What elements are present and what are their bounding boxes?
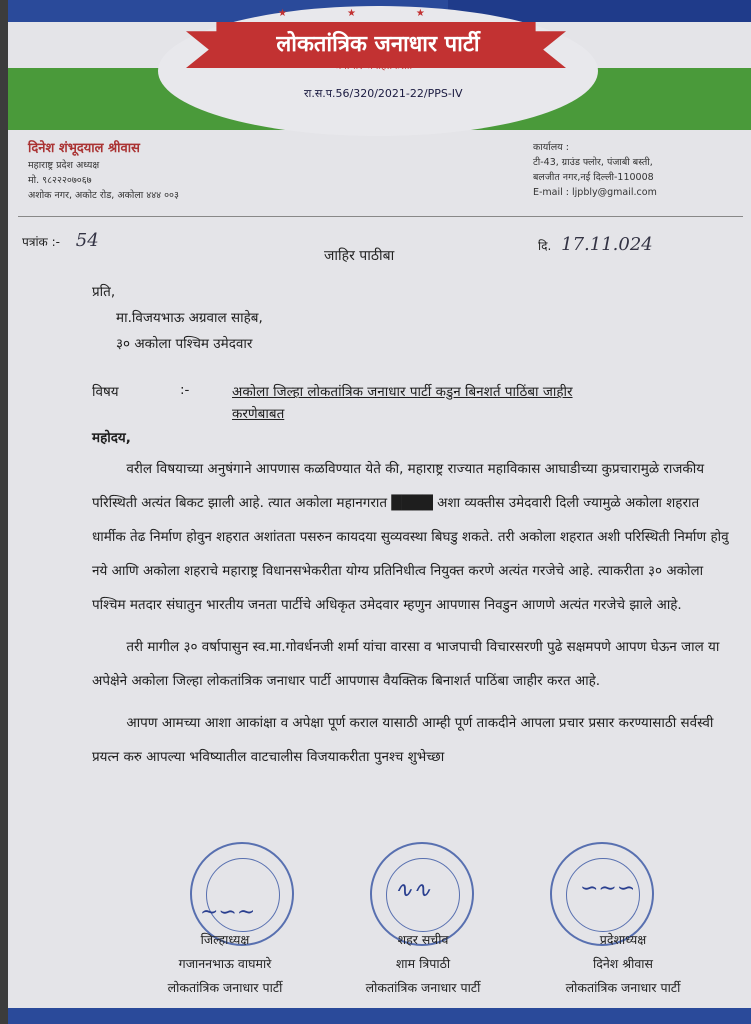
signature-2: ∿∿ <box>394 878 431 903</box>
paragraph-3: आपण आमच्या आशा आकांक्षा व अपेक्षा पूर्ण कराल यासाठी आम्ही पूर्ण ताकदीने आपला प्रचार प्रसार करण्यासाठी सर्वस्वी प्रयत्न करु आपल्या भविष्यातील वाटचालीस विजयाकरीता पुनश्च शुभेच्छा <box>92 715 718 765</box>
salutation: महोदय, <box>92 430 131 446</box>
sender-address: अशोक नगर, अकोट रोड, अकोला ४४४ ००३ <box>28 190 179 201</box>
subject-label: विषय <box>92 384 119 400</box>
reference <box>22 230 99 251</box>
signatory-3 <box>538 928 708 1000</box>
office-line2: बलजीत नगर,नई दिल्ली-110008 <box>533 172 654 183</box>
letter-page <box>8 0 751 1024</box>
signature-1: ~∽~ <box>200 900 256 925</box>
paragraph-2: तरी मागील ३० वर्षापासुन स्व.मा.गोवर्धनजी शर्मा यांचा वारसा व भाजपाची विचारसरणी पुढे सक्षमपणे आपण घेऊन जाल या अपेक्षेने अकोला जिल्हा लोकतांत्रिक जनाधार पार्टी आपणास वैयक्तिक बिनाशर्त पाठिंबा जाहीर करत आहे. <box>92 639 724 689</box>
signatory-1-name: गजाननभाऊ वाघमारे <box>178 956 272 971</box>
registration-number: रा.स.प.56/320/2021-22/PPS-IV <box>304 87 463 100</box>
signatory-3-party: लोकतांत्रिक जनाधार पार्टी <box>565 980 681 995</box>
reference-label: पत्रांक :- <box>22 235 60 249</box>
date-label: दि. <box>538 239 552 253</box>
signatory-1 <box>140 928 310 1000</box>
signatory-2-party: लोकतांत्रिक जनाधार पार्टी <box>365 980 481 995</box>
office-line1: टी-43, ग्राउंड फ्लोर, पंजाबी बस्ती, <box>533 157 653 168</box>
signatory-2-role: शहर सचीव <box>397 932 449 947</box>
letter-body <box>92 452 732 774</box>
sender-title: महाराष्ट्र प्रदेश अध्यक्ष <box>28 160 100 171</box>
party-tagline: जनाधार जनहितकरता <box>333 61 413 72</box>
bottom-blue-bar <box>8 1008 751 1024</box>
office-email: E-mail : ljpbly@gmail.com <box>533 187 657 198</box>
date-value: 17.11.024 <box>561 234 653 255</box>
star-row-icon: ★★★ <box>278 8 485 19</box>
date <box>538 234 653 255</box>
subject-line2: करणेबाबत <box>232 406 285 422</box>
sender-block <box>28 140 328 203</box>
reference-value: 54 <box>75 230 99 251</box>
recipient-prati: प्रति, <box>92 284 116 300</box>
office-block <box>533 140 743 200</box>
signatory-1-party: लोकतांत्रिक जनाधार पार्टी <box>167 980 283 995</box>
signature-3: ∽∼∽ <box>580 876 636 901</box>
recipient-name: मा.विजयभाऊ अग्रवाल साहेब, <box>116 310 263 326</box>
sender-name: दिनेश शंभूदयाल श्रीवास <box>28 141 140 156</box>
sender-mobile: मो. ९८२२२०७०६७ <box>28 175 92 186</box>
subject-separator: :- <box>180 382 190 398</box>
signatory-3-role: प्रदेशाध्यक्ष <box>599 932 647 947</box>
recipient-desc: ३० अकोला पश्चिम उमेदवार <box>116 336 253 352</box>
party-name: लोकतांत्रिक जनाधार पार्टी <box>276 32 480 57</box>
paragraph-1: वरील विषयाच्या अनुषंगाने आपणास कळविण्यात येते की, महाराष्ट्र राज्यात महाविकास आघाडीच्या कुप्रचारामुळे राजकीय परिस्थिती अत्यंत बिकट झाली आहे. त्यात अकोला महानगरात ████ अशा व्यक्तीस उमेदवारी दिली ज्यामुळे अकोला शहरात धार्मीक तेढ निर्माण होवुन शहरात अशांतता पसरुन कायदया सुव्यवस्था बिघडु शकते. तरी अकोला शहरात अशी परिस्थिती निर्माण होवु नये आणि अकोला शहराचे महाराष्ट्र विधानसभेकरीता योग्य प्रतिनिधीत्व नियुक्त करणे अत्यंत गरजेचे आहे. त्याकरीता ३० अकोला पश्चिम मतदार संघातुन भारतीय जनता पार्टीचे अधिकृत उमेदवार म्हणुन आपणास निवडुन आणणे अत्यंत गरजेचे झाले आहे. <box>92 461 733 613</box>
signatory-2-name: शाम त्रिपाठी <box>395 956 451 971</box>
letter-heading: जाहिर पाठीबा <box>324 248 395 264</box>
signatory-3-name: दिनेश श्रीवास <box>592 956 653 971</box>
signatory-1-role: जिल्हाध्यक्ष <box>200 932 250 947</box>
signatory-2 <box>338 928 508 1000</box>
header-divider <box>18 216 743 217</box>
subject-line1: अकोला जिल्हा लोकतांत्रिक जनाधार पार्टी कडुन बिनशर्त पाठिंबा जाहीर <box>232 384 573 400</box>
office-label: कार्यालय : <box>533 142 569 153</box>
